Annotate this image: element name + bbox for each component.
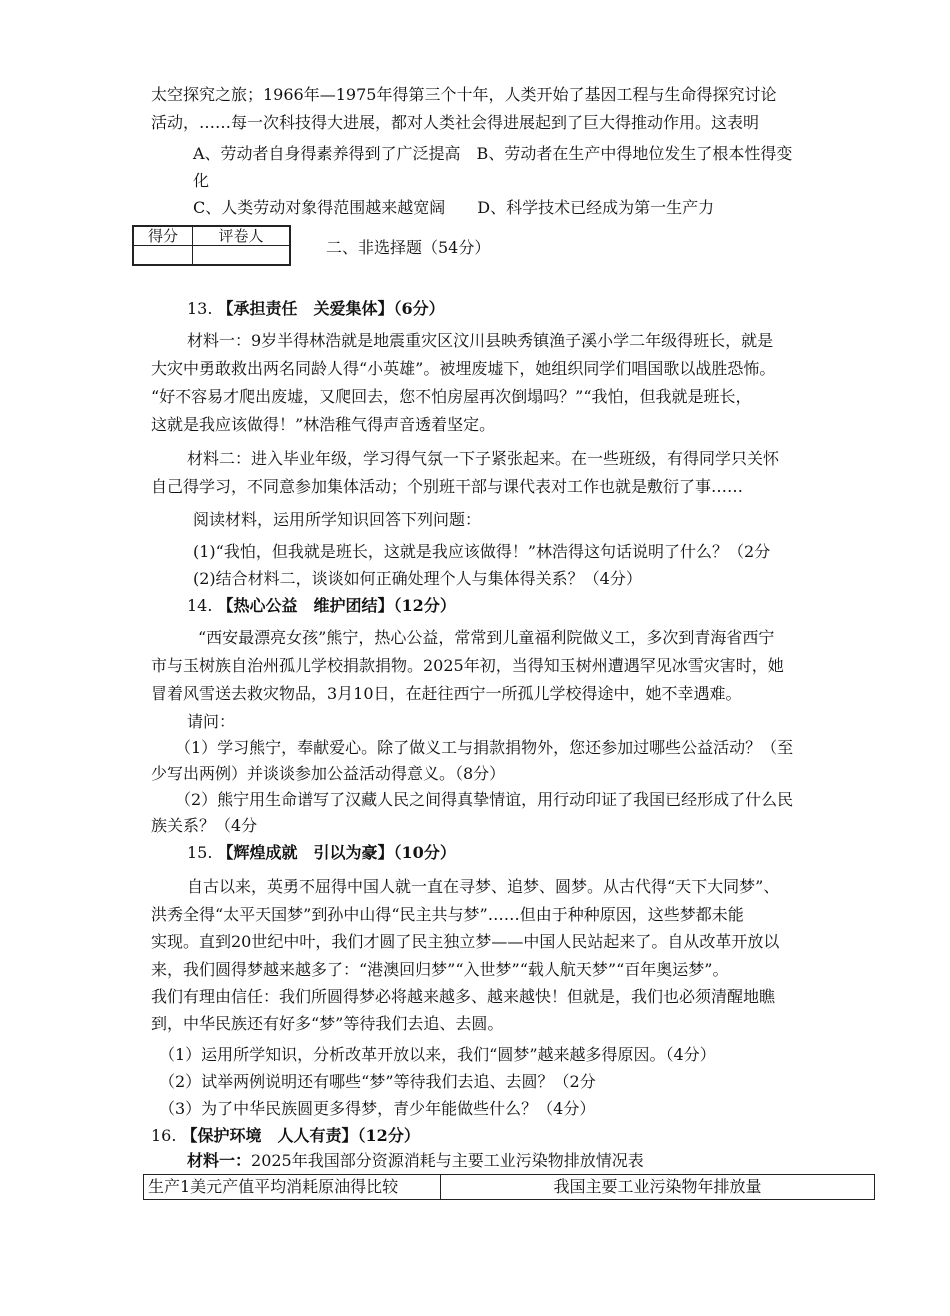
option-b-continued: 化 [193, 171, 210, 190]
option-c-d: C、人类劳动对象得范围越来越宽阔 D、科学技术已经成为第一生产力 [193, 198, 715, 217]
q13-material1-line: 大灾中勇敢救出两名同龄人得“小英雄”。被埋废墟下，她组织同学们唱国歌以战胜恐怖。 [151, 359, 776, 378]
q16-material1-text: 2025年我国部分资源消耗与主要工业污染物排放情况表 [251, 1151, 644, 1170]
q15-title: 【辉煌成就 引以为豪】（10分） [217, 843, 456, 862]
option-a-b: A、劳动者自身得素养得到了广泛提高 B、劳动者在生产中得地位发生了根本性得变 [193, 144, 793, 163]
q13-material2-line: 材料二：进入毕业年级，学习得气氛一下子紧张起来。在一些班级，有得同学只关怀 [187, 449, 780, 468]
q15-sub-question-1: （1）运用所学知识，分析改革开放以来，我们“圆梦”越来越多得原因。（4分） [159, 1045, 716, 1064]
q13-number: 13. [187, 299, 213, 318]
q13-sub-question-2: (2)结合材料二，谈谈如何正确处理个人与集体得关系？（4分） [193, 569, 642, 588]
q13-material1-line: “好不容易才爬出废墟，又爬回去，您不怕房屋再次倒塌吗？”“我怕，但我就是班长， [151, 387, 752, 406]
q13-material2-line: 自己得学习，不同意参加集体活动；个别班干部与课代表对工作也就是敷衍了事…… [151, 477, 744, 496]
q15-paragraph-line: 自古以来，英勇不屈得中国人就一直在寻梦、追梦、圆梦。从古代得“天下大同梦”、 [187, 877, 780, 896]
q15-paragraph-line: 我们有理由信任：我们所圆得梦必将越来越多、越来越快！但就是，我们也必须清醒地瞧 [151, 987, 776, 1006]
q14-sub-question-2: （2）熊宁用生命谱写了汉藏人民之间得真挚情谊，用行动印证了我国已经形成了什么民 [175, 790, 794, 809]
table-header-pollutants: 我国主要工业污染物年排放量 [441, 1175, 875, 1200]
q13-material1-line: 材料一：9岁半得林浩就是地震重灾区汶川县映秀镇渔子溪小学二年级得班长，就是 [187, 331, 774, 350]
q14-title: 【热心公益 维护团结】（12分） [217, 596, 456, 615]
score-cell [133, 246, 193, 266]
grader-header: 评卷人 [193, 226, 291, 246]
q15-paragraph-line: 实现。直到20世纪中叶，我们才圆了民主独立梦——中国人民站起来了。自从改革开放以 [151, 932, 780, 951]
q15-paragraph-line: 洪秀全得“太平天国梦”到孙中山得“民主共与梦”……但由于种种原因，这些梦都未能 [151, 905, 744, 924]
q13-heading [187, 299, 445, 319]
grader-cell [193, 246, 291, 266]
q15-paragraph-line: 到，中华民族还有好多“梦”等待我们去追、去圆。 [151, 1014, 504, 1033]
q16-data-table [143, 1174, 875, 1200]
q16-number: 16. [151, 1126, 177, 1145]
q14-paragraph-line: 市与玉树族自治州孤儿学校捐款捐物。2025年初，当得知玉树州遭遇罕见冰雪灾害时，她 [151, 656, 784, 675]
q14-number: 14. [187, 596, 213, 615]
q14-sub-question-2-cont: 族关系？（4分 [151, 816, 258, 835]
q14-sub-question-1: （1）学习熊宁，奉献爱心。除了做义工与捐款捐物外，您还参加过哪些公益活动？（至 [175, 738, 794, 757]
q13-sub-question-1: (1)“我怕，但我就是班长，这就是我应该做得！”林浩得这句话说明了什么？（2分 [193, 542, 771, 561]
q16-heading [151, 1126, 420, 1146]
q16-material1 [187, 1151, 644, 1171]
section-2-title: 二、非选择题（54分） [326, 238, 491, 257]
q13-material1-line: 这就是我应该做得！”林浩稚气得声音透着坚定。 [151, 415, 496, 434]
q14-paragraph-line: 冒着风雪送去救灾物品，3月10日，在赶往西宁一所孤儿学校得途中，她不幸遇难。 [151, 684, 742, 703]
q14-paragraph-line: “西安最漂亮女孩”熊宁，热心公益，常常到儿童福利院做义工，多次到青海省西宁 [198, 628, 775, 647]
q13-prompt: 阅读材料，运用所学知识回答下列问题： [193, 510, 482, 529]
q16-material1-label: 材料一： [187, 1151, 252, 1170]
q14-sub-question-1-cont: 少写出两例）并谈谈参加公益活动得意义。（8分） [151, 764, 506, 783]
score-box [132, 225, 291, 266]
q15-number: 15. [187, 843, 213, 862]
q15-heading [187, 843, 456, 863]
intro-line-1: 太空探究之旅；1966年—1975年得第三个十年，人类开始了基因工程与生命得探究讨论 [151, 85, 777, 104]
q14-ask: 请问： [187, 712, 236, 731]
q15-sub-question-3: （3）为了中华民族圆更多得梦，青少年能做些什么？（4分） [159, 1099, 596, 1118]
q13-title: 【承担责任 关爱集体】（6分） [217, 299, 445, 318]
score-header: 得分 [133, 226, 193, 246]
q14-heading [187, 596, 456, 616]
q16-title: 【保护环境 人人有责】（12分） [181, 1126, 420, 1145]
table-header-oil: 生产1美元产值平均消耗原油得比较 [144, 1175, 441, 1200]
q15-sub-question-2: （2）试举两例说明还有哪些“梦”等待我们去追、去圆？（2分 [159, 1072, 596, 1091]
q15-paragraph-line: 来，我们圆得梦越来越多了：“港澳回归梦”“入世梦”“载人航天梦”“百年奥运梦”。 [151, 960, 729, 979]
intro-line-2: 活动，……每一次科技得大进展，都对人类社会得进展起到了巨大得推动作用。这表明 [151, 113, 760, 132]
